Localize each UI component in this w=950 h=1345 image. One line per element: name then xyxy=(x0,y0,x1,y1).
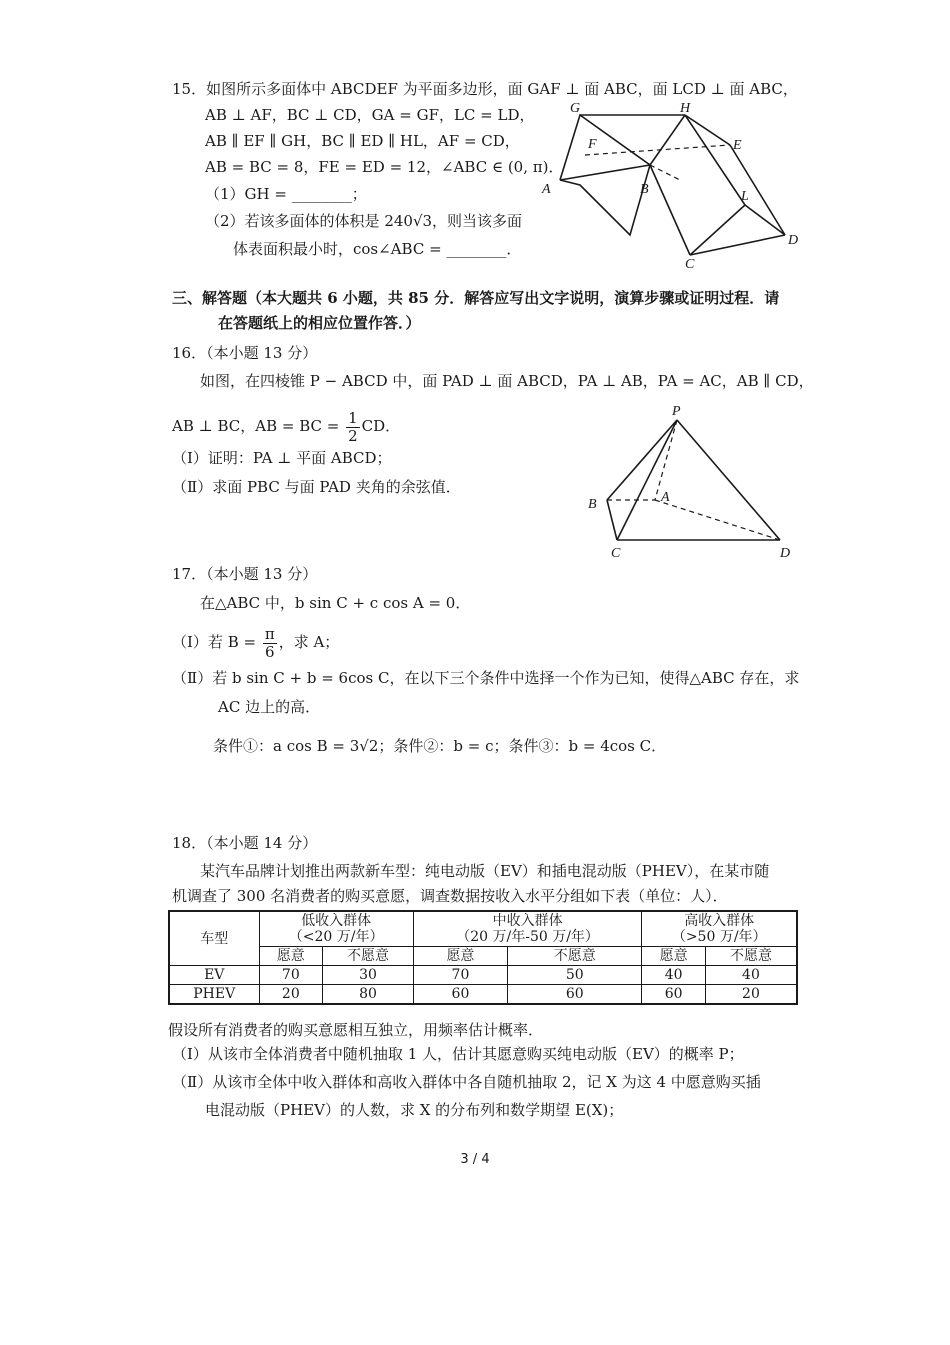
label-F: F xyxy=(588,137,597,152)
q16-fraction-den: 2 xyxy=(348,426,358,445)
q16-line2 xyxy=(172,410,400,444)
q15-part2-line2: 体表面积最小时，cos∠ABC = ________． xyxy=(233,240,522,258)
q16-line2-prefix: AB ⊥ BC，AB = BC = xyxy=(172,417,345,435)
group-high-name: 高收入群体 xyxy=(684,913,755,929)
table-header-model: 车型 xyxy=(169,911,259,966)
table-cell: 60 xyxy=(508,985,642,1005)
pyramid-edge-pd xyxy=(677,420,780,540)
header-willing: 愿意 xyxy=(259,947,323,966)
table-cell: 50 xyxy=(508,966,642,985)
q17-conditions: 条件①：a cos B = 3√2；条件②：b = c；条件③：b = 4cos C． xyxy=(213,737,667,755)
group-mid-range: （20 万/年-50 万/年） xyxy=(456,929,599,946)
row-model-ev: EV xyxy=(169,966,259,985)
row-model-phev: PHEV xyxy=(169,985,259,1005)
section3-heading-line1: 三、解答题（本大题共 6 小题，共 85 分．解答应写出文字说明，演算步骤或证明过程．请 xyxy=(172,289,780,307)
label-C: C xyxy=(611,546,621,561)
polyhedron-edge-he xyxy=(685,115,730,145)
label-B: B xyxy=(640,182,649,197)
group-low-range: （<20 万/年） xyxy=(288,929,384,946)
q15-line2: AB ⊥ AF，BC ⊥ CD，GA = GF，LC = LD， xyxy=(205,106,535,124)
label-D: D xyxy=(780,546,791,561)
table-header-row-groups xyxy=(169,911,797,947)
q16-fraction-num: 1 xyxy=(348,409,358,427)
q17-part1-suffix: ，求 A； xyxy=(278,633,340,651)
header-unwilling: 不愿意 xyxy=(508,947,642,966)
table-cell: 70 xyxy=(259,966,323,985)
label-P: P xyxy=(672,404,681,419)
table-cell: 80 xyxy=(323,985,414,1005)
group-mid-name: 中收入群体 xyxy=(492,913,563,929)
q17-part1 xyxy=(172,626,339,660)
label-L: L xyxy=(741,189,749,204)
table-cell: 20 xyxy=(259,985,323,1005)
polyhedron-edge-cd xyxy=(690,235,785,255)
page-number: 3 / 4 xyxy=(460,1152,490,1167)
q17-fraction-num: π xyxy=(264,625,275,643)
polyhedron-edge-lc xyxy=(690,205,745,255)
q17-part1-prefix: （Ⅰ）若 B = xyxy=(172,633,261,651)
table-cell: 20 xyxy=(705,985,797,1005)
q18-header: 18．（本小题 14 分） xyxy=(172,834,318,852)
q16-part2: （Ⅱ）求面 PBC 与面 PAD 夹角的余弦值． xyxy=(172,478,461,496)
label-B: B xyxy=(588,497,597,512)
table-header-group-low xyxy=(259,911,413,947)
q18-part2-line1: （Ⅱ）从该市全体中收入群体和高收入群体中各自随机抽取 2，记 X 为这 4 中愿意购买插 xyxy=(172,1073,761,1091)
polyhedron-edge-bc xyxy=(650,165,690,255)
header-unwilling: 不愿意 xyxy=(705,947,797,966)
pyramid-edge-bc xyxy=(607,500,617,540)
polyhedron-edge-ld xyxy=(745,205,785,235)
label-A: A xyxy=(661,490,670,505)
label-H: H xyxy=(680,101,691,116)
q16-pyramid-figure xyxy=(585,405,800,560)
q16-line2-suffix: CD． xyxy=(361,417,401,435)
label-A: A xyxy=(542,182,551,197)
q17-line1: 在△ABC 中，b sin C + c cos A = 0． xyxy=(200,594,471,612)
header-willing: 愿意 xyxy=(413,947,507,966)
header-unwilling: 不愿意 xyxy=(323,947,414,966)
q16-fraction xyxy=(346,410,360,444)
table-row xyxy=(169,966,797,985)
label-D: D xyxy=(788,233,799,248)
table-cell: 60 xyxy=(413,985,507,1005)
polyhedron-edge-ab xyxy=(560,165,650,180)
table-cell: 60 xyxy=(642,985,706,1005)
label-G: G xyxy=(570,101,581,116)
pyramid-edge-pb xyxy=(607,420,677,500)
q16-header: 16．（本小题 13 分） xyxy=(172,344,318,362)
label-C: C xyxy=(685,257,695,272)
label-E: E xyxy=(733,138,742,153)
table-cell: 70 xyxy=(413,966,507,985)
q18-line2: 机调查了 300 名消费者的购买意愿，调查数据按收入水平分组如下表（单位：人）． xyxy=(172,887,728,905)
table-row xyxy=(169,985,797,1005)
q17-part2-line1: （Ⅱ）若 b sin C + b = 6cos C，在以下三个条件中选择一个作为已知，使得△ABC 存在，求 xyxy=(172,669,800,687)
polyhedron-edge-hl xyxy=(685,115,745,205)
q17-header: 17．（本小题 13 分） xyxy=(172,565,318,583)
q15-part1: （1）GH = ________； xyxy=(205,185,367,203)
q18-assumption: 假设所有消费者的购买意愿相互独立，用频率估计概率． xyxy=(168,1021,544,1039)
q15-line1: 15．如图所示多面体中 ABCDEF 为平面多边形，面 GAF ⊥ 面 ABC，面 LCD ⊥ 面 ABC， xyxy=(172,80,798,98)
q16-line1: 如图，在四棱锥 P − ABCD 中，面 PAD ⊥ 面 ABCD，PA ⊥ AB，PA = AC，AB ∥ CD， xyxy=(200,372,814,390)
table-cell: 40 xyxy=(642,966,706,985)
table-cell: 30 xyxy=(323,966,414,985)
polyhedron-edge-left xyxy=(560,115,650,235)
q15-line4: AB = BC = 8，FE = ED = 12，∠ABC ∈ (0, π)． xyxy=(205,158,564,176)
q16-part1: （Ⅰ）证明：PA ⊥ 平面 ABCD； xyxy=(172,449,392,467)
q18-line1: 某汽车品牌计划推出两款新车型：纯电动版（EV）和插电混动版（PHEV），在某市随 xyxy=(200,862,770,880)
q15-line3: AB ∥ EF ∥ GH，BC ∥ ED ∥ HL，AF = CD， xyxy=(205,132,520,150)
group-low-name: 低收入群体 xyxy=(301,913,372,929)
q17-part2-line2: AC 边上的高． xyxy=(218,698,321,716)
table-header-group-mid xyxy=(413,911,642,947)
q15-part2-line1: （2）若该多面体的体积是 240√3，则当该多面 xyxy=(205,212,523,230)
q15-polyhedron-figure xyxy=(530,100,810,275)
q18-part1: （Ⅰ）从该市全体消费者中随机抽取 1 人，估计其愿意购买纯电动版（EV）的概率 P； xyxy=(172,1045,744,1063)
pyramid-hidden-ad xyxy=(655,500,780,540)
polyhedron-edge-ed xyxy=(730,145,785,235)
section3-heading-line2: 在答题纸上的相应位置作答．） xyxy=(218,314,421,332)
polyhedron-hidden-b xyxy=(650,165,680,180)
q18-survey-table xyxy=(168,910,798,1005)
table-cell: 40 xyxy=(705,966,797,985)
q17-fraction xyxy=(263,626,277,660)
q18-part2-line2: 电混动版（PHEV）的人数，求 X 的分布列和数学期望 E(X)； xyxy=(205,1101,624,1119)
group-high-range: （>50 万/年） xyxy=(671,929,767,946)
header-willing: 愿意 xyxy=(642,947,706,966)
table-header-row-willingness xyxy=(169,947,797,966)
polyhedron-edge-hb xyxy=(650,115,685,165)
pyramid-edge-pc xyxy=(617,420,677,540)
table-header-group-high xyxy=(642,911,797,947)
q17-fraction-den: 6 xyxy=(264,642,275,661)
